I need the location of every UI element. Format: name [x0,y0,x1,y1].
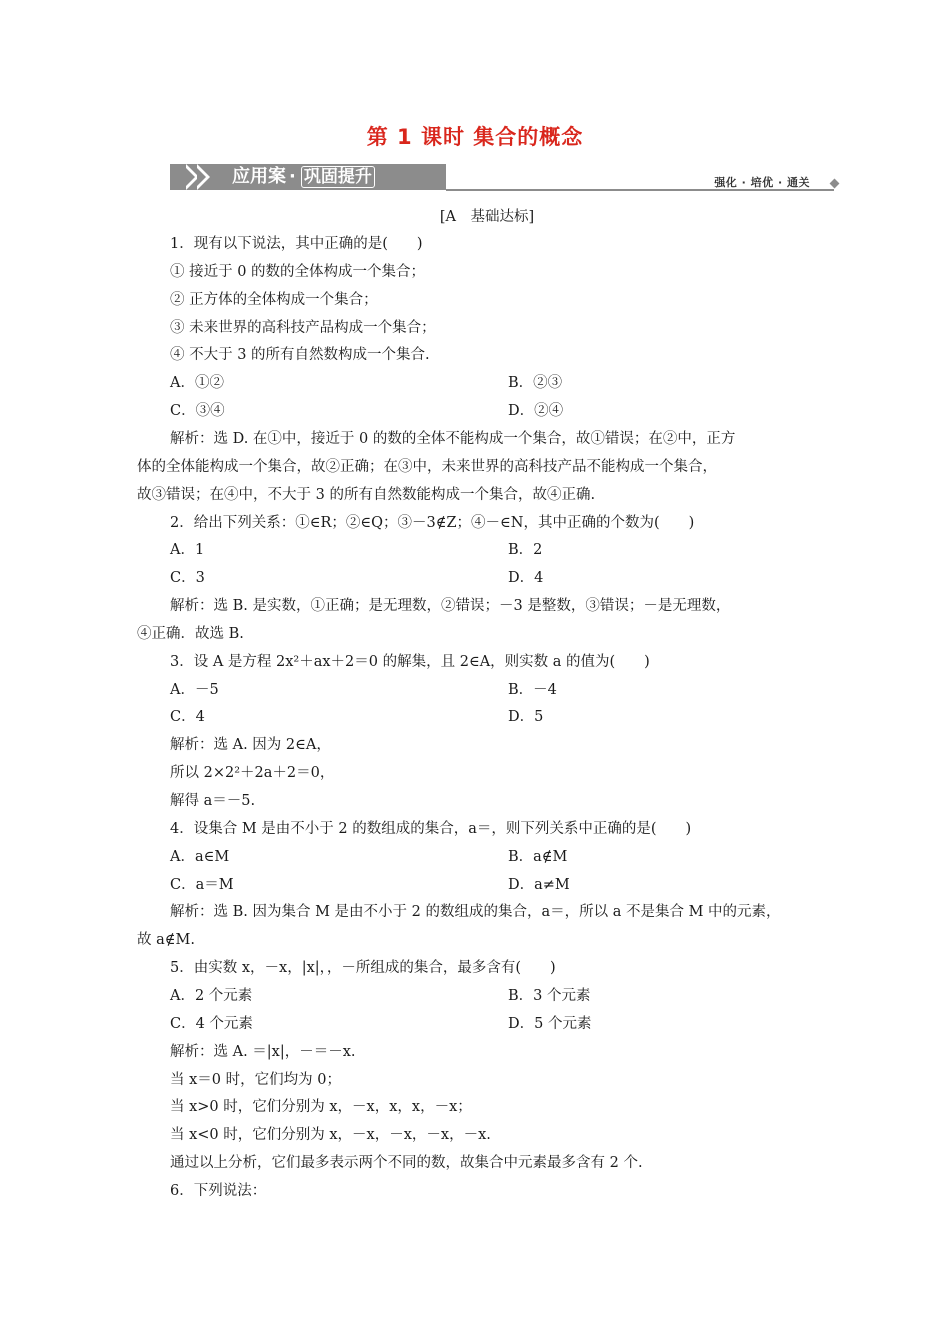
page-title: 第 1 课时 集合的概念 [366,125,584,149]
text-line [170,371,563,392]
diamond-icon [830,179,840,189]
text-line [170,900,781,921]
text-line [170,1012,592,1033]
line-text: C．4 [170,709,205,726]
banner-label-1: 应用案 [232,166,286,187]
text-line [170,650,650,671]
line-text: A．a∈M [170,848,230,865]
line-text: C．3 [170,570,205,587]
line-text: 体的全体能构成一个集合，故②正确；在③中，未来世界的高科技产品不能构成一个集合， [137,458,717,475]
text-line [170,427,735,448]
text-line [137,483,595,504]
line-text: C．③④ [170,403,225,420]
option-text: D．5 [508,709,544,726]
line-text: A．2 个元素 [170,987,253,1004]
text-line [170,1095,472,1116]
text-line [170,594,730,615]
text-line [170,873,570,894]
line-text: A．①② [170,375,224,392]
section-banner [170,160,840,192]
text-line [170,1179,266,1200]
line-text: C．4 个元素 [170,1015,253,1032]
text-line [170,845,568,866]
line-text: C．a＝M [170,876,234,893]
text-line [170,399,564,420]
text-line [170,789,255,810]
text-line [170,288,378,309]
line-text: 解析：选 A. ＝|x|，－＝－x. [170,1043,356,1060]
option-text: B．2 [508,542,543,559]
line-text: ① 接近于 0 的数的全体构成一个集合； [170,263,426,280]
line-text: 故 a∉M. [137,932,195,949]
line-text: 当 x<0 时，它们分别为 x，－x，－x，－x，－x. [170,1127,491,1144]
text-line [170,705,544,726]
line-text: 解得 a＝－5. [170,793,256,809]
line-text: 通过以上分析，它们最多表示两个不同的数，故集合中元素最多含有 2 个. [170,1155,643,1172]
text-line [137,928,195,949]
text-line [170,316,436,337]
line-text: 4．设集合 M 是由不小于 2 的数组成的集合，a＝，则下列关系中正确的是( ) [170,820,692,837]
line-text: 2．给出下列关系：①∈R；②∈Q；③－3∉Z；④－∈N，其中正确的个数为( ) [170,514,695,531]
text-line [137,455,717,476]
line-text: 当 x>0 时，它们分别为 x，－x，x，x，－x； [170,1099,472,1116]
text-line [170,1151,643,1172]
option-text: D．5 个元素 [508,1015,592,1032]
text-line [170,566,544,587]
option-text: D．a≠M [508,876,570,893]
text-line [170,511,694,532]
banner-dot: · [289,166,296,187]
line-text: 故③错误；在④中，不大于 3 的所有自然数能构成一个集合，故④正确. [137,486,596,503]
text-line [170,984,591,1005]
banner-label [232,164,375,190]
option-text: B．3 个元素 [508,987,591,1004]
text-line [170,260,425,281]
text-line [170,956,556,977]
line-text: 5．由实数 x，－x，|x|，，－所组成的集合，最多含有( ) [170,960,556,977]
line-text: ④ 不大于 3 的所有自然数构成一个集合. [170,347,430,364]
option-text: B．－4 [508,681,557,698]
option-text: B．a∉M [508,848,568,865]
text-line [170,733,331,754]
line-text: ④正确．故选 B. [137,625,244,642]
option-text: B．②③ [508,375,563,392]
line-text: 解析：选 B. 是实数，①正确；是无理数，②错误；－3 是整数，③错误；－是无理数， [170,598,731,615]
text-line [170,817,691,838]
line-text: ③ 未来世界的高科技产品构成一个集合； [170,319,436,336]
line-text: 6．下列说法： [170,1182,267,1199]
line-text: ② 正方体的全体构成一个集合； [170,291,378,308]
text-line [170,678,557,699]
text-line [137,622,244,643]
line-text: 所以 2×2²＋2a＋2＝0， [170,765,335,782]
chevron-right-icon-inner [186,168,195,186]
banner-label-2: 巩固提升 [301,166,375,188]
text-line [170,538,543,559]
line-text: 解析：选 B. 因为集合 M 是由不小于 2 的数组成的集合，a＝，所以 a 不是集合 M 中的元素， [170,904,781,921]
option-text: D．4 [508,570,544,587]
text-line [170,1123,491,1144]
line-text: A．－5 [170,681,219,698]
text-line [170,343,430,364]
text-line [170,1040,356,1061]
section-heading: [A 基础达标] [439,209,535,225]
line-text: 1．现有以下说法，其中正确的是( ) [170,236,423,252]
text-line [170,1068,341,1089]
line-text: A．1 [170,542,205,559]
line-text: 解析：选 A. 因为 2∈A， [170,737,331,754]
chevron-right-icon-inner [197,168,206,186]
line-text: 3．设 A 是方程 2x²＋ax＋2＝0 的解集，且 2∈A，则实数 a 的值为( ) [170,653,650,670]
text-line [170,232,423,253]
text-line [170,761,334,782]
line-text: 解析：选 D. 在①中，接近于 0 的数的全体不能构成一个集合，故①错误；在②中，正方 [170,430,736,447]
option-text: D．②④ [508,403,564,420]
line-text: 当 x＝0 时，它们均为 0； [170,1071,341,1088]
banner-tagline: 强化 · 培优 · 通关 [714,176,810,189]
